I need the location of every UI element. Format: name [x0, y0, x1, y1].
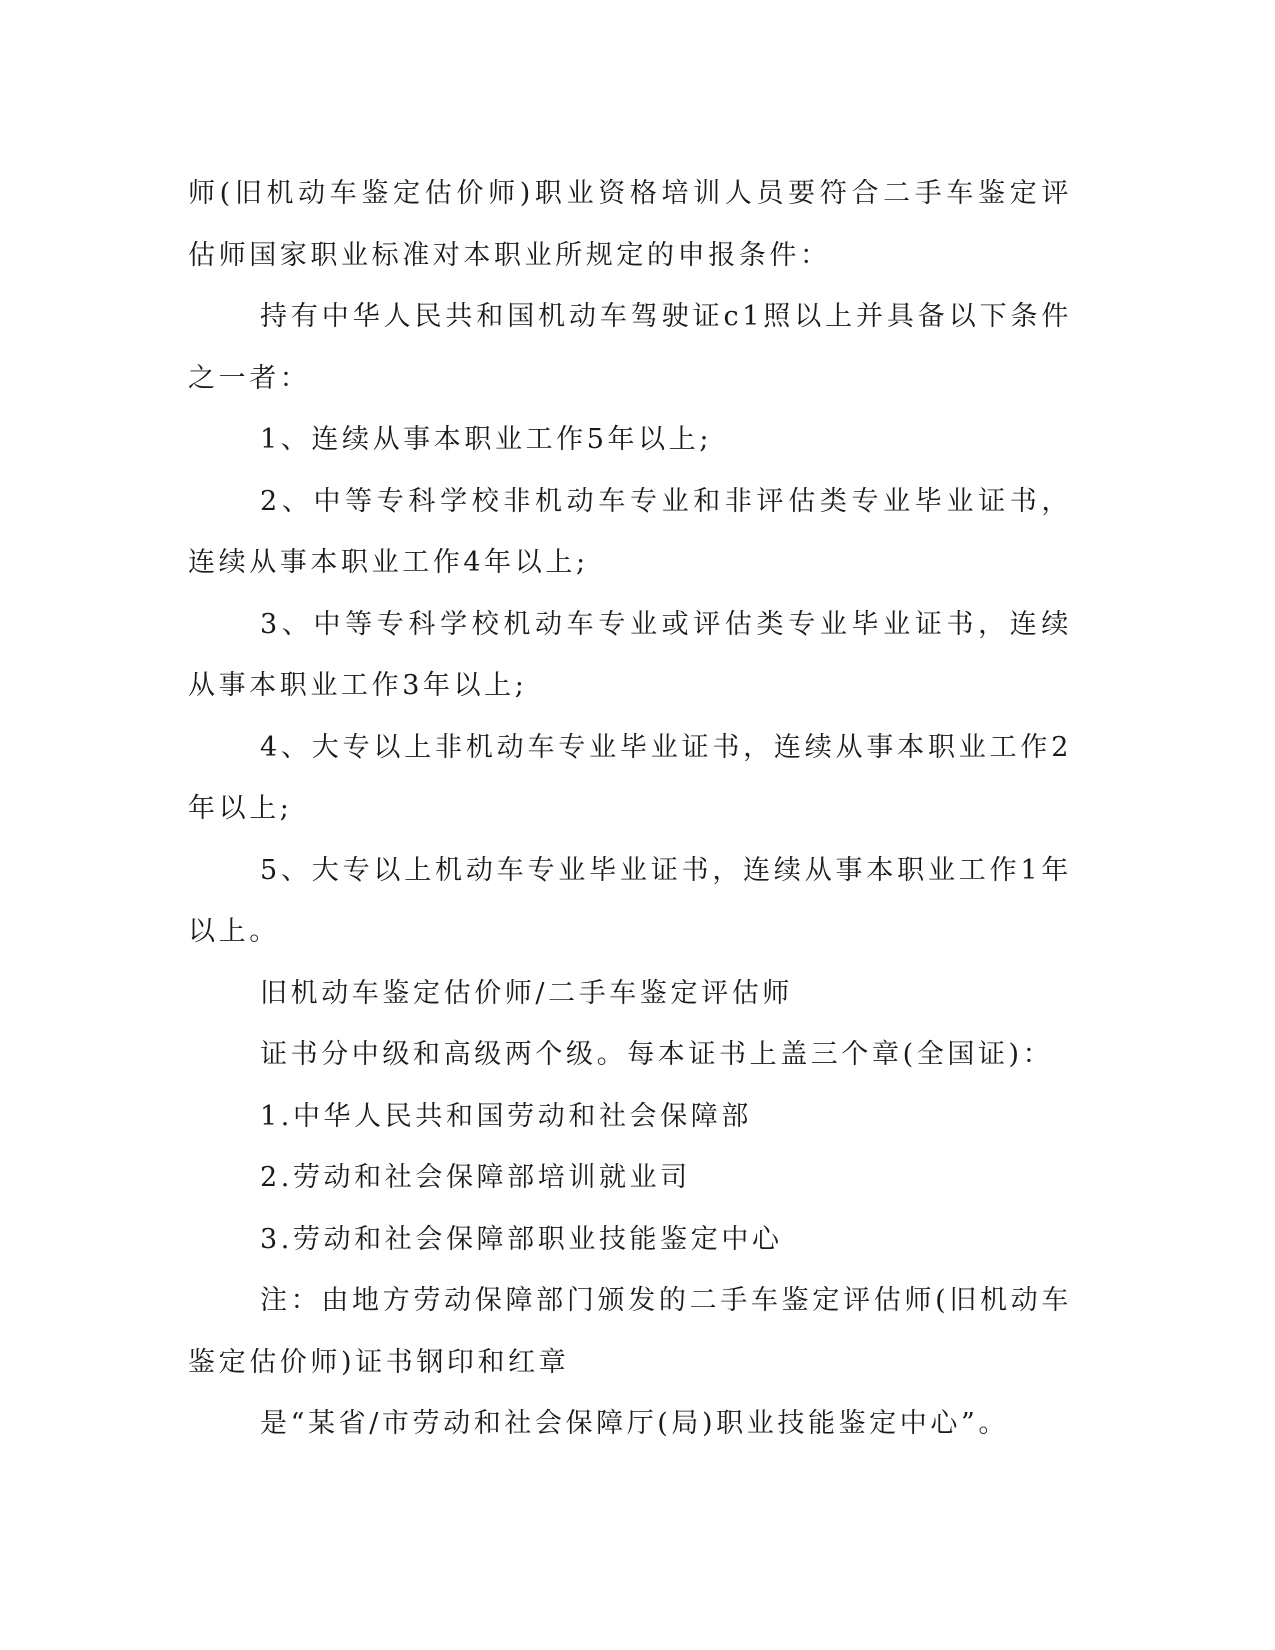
document-body	[188, 163, 1072, 1455]
list-item: 3、中等专科学校机动车专业或评估类专业毕业证书，连续从事本职业工作3年以上;	[188, 608, 1072, 701]
section-heading: 旧机动车鉴定估价师/二手车鉴定评估师	[260, 977, 793, 1009]
paragraph-note: 注：由地方劳动保障部门颁发的二手车鉴定评估师(旧机动车鉴定估价师)证书钢印和红章	[188, 1285, 1072, 1378]
paragraph-requirement: 持有中华人民共和国机动车驾驶证c1照以上并具备以下条件之一者：	[188, 301, 1072, 394]
list-item: 2.劳动和社会保障部培训就业司	[260, 1162, 691, 1193]
list-item: 2、中等专科学校非机动车专业和非评估类专业毕业证书，连续从事本职业工作4年以上;	[188, 485, 1072, 578]
list-item: 1、连续从事本职业工作5年以上;	[260, 424, 713, 455]
paragraph-note-continued: 是“某省/市劳动和社会保障厅(局)职业技能鉴定中心”。	[260, 1408, 1009, 1439]
list-item: 1.中华人民共和国劳动和社会保障部	[260, 1100, 752, 1132]
list-item: 3.劳动和社会保障部职业技能鉴定中心	[260, 1223, 783, 1255]
paragraph-intro: 师(旧机动车鉴定估价师)职业资格培训人员要符合二手车鉴定评估师国家职业标准对本职业所规定的申报条件：	[188, 178, 1072, 271]
list-item: 4、大专以上非机动车专业毕业证书，连续从事本职业工作2年以上;	[188, 731, 1072, 824]
list-item: 5、大专以上机动车专业毕业证书，连续从事本职业工作1年以上。	[188, 854, 1072, 947]
paragraph-certificate: 证书分中级和高级两个级。每本证书上盖三个章(全国证)：	[260, 1039, 1054, 1070]
